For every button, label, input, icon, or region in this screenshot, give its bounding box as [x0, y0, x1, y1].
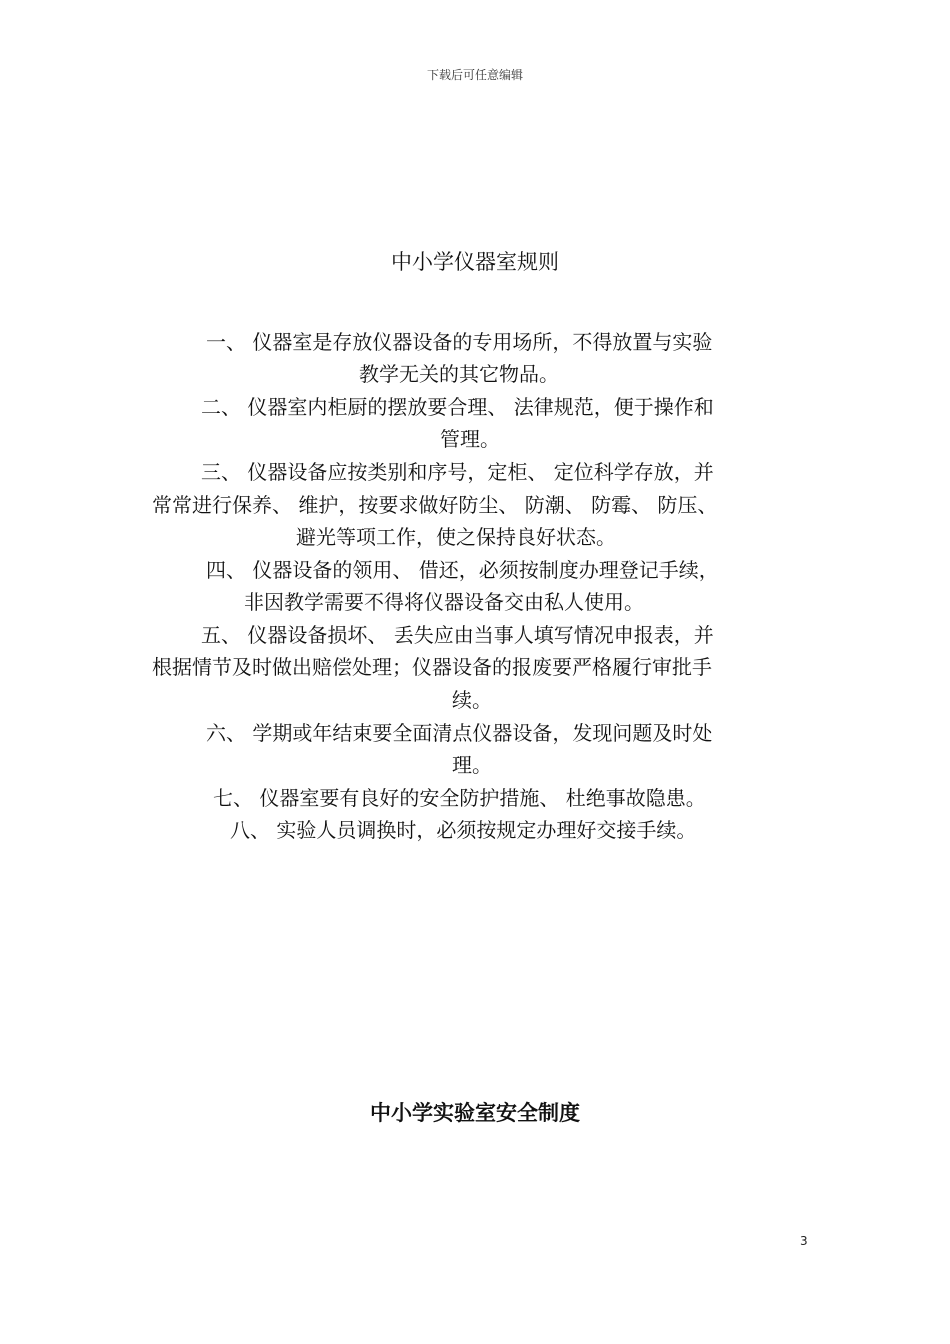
header-note: 下载后可任意编辑 [426, 68, 523, 82]
rule-5-line-1: 五、 仪器设备损坏、 丢失应由当事人填写情况申报表，并 [201, 623, 714, 647]
rule-5-line-3: 续。 [452, 688, 492, 712]
rule-6-line-1: 六、 学期或年结束要全面清点仪器设备，发现问题及时处 [206, 721, 713, 745]
rule-2-line-1: 二、 仪器室内柜厨的摆放要合理、 法律规范，便于操作和 [201, 395, 714, 419]
document-title-lab-safety-policy: 中小学实验室安全制度 [370, 1101, 580, 1125]
rule-3-line-3: 避光等项工作，使之保持良好状态。 [296, 525, 616, 549]
rule-3-line-1: 三、 仪器设备应按类别和序号，定柜、 定位科学存放，并 [201, 460, 714, 484]
rule-5-line-2: 根据情节及时做出赔偿处理；仪器设备的报废要严格履行审批手 [152, 655, 712, 679]
rule-4-line-1: 四、 仪器设备的领用、 借还，必须按制度办理登记手续， [206, 558, 719, 582]
rule-4-line-2: 非因教学需要不得将仪器设备交由私人使用。 [244, 590, 644, 614]
rule-7-line-1: 七、 仪器室要有良好的安全防护措施、 杜绝事故隐患。 [213, 786, 706, 810]
rule-8-line-1: 八、 实验人员调换时，必须按规定办理好交接手续。 [230, 818, 697, 842]
rule-1-line-2: 教学无关的其它物品。 [359, 362, 559, 386]
page-number: 3 [800, 1234, 808, 1248]
rule-6-line-2: 理。 [452, 753, 492, 777]
rule-3-line-2: 常常进行保养、 维护，按要求做好防尘、 防潮、 防霉、 防压、 [152, 493, 718, 517]
rule-1-line-1: 一、 仪器室是存放仪器设备的专用场所，不得放置与实验 [206, 330, 713, 354]
rule-2-line-2: 管理。 [440, 427, 500, 451]
document-title-instrument-room-rules: 中小学仪器室规则 [391, 250, 559, 274]
